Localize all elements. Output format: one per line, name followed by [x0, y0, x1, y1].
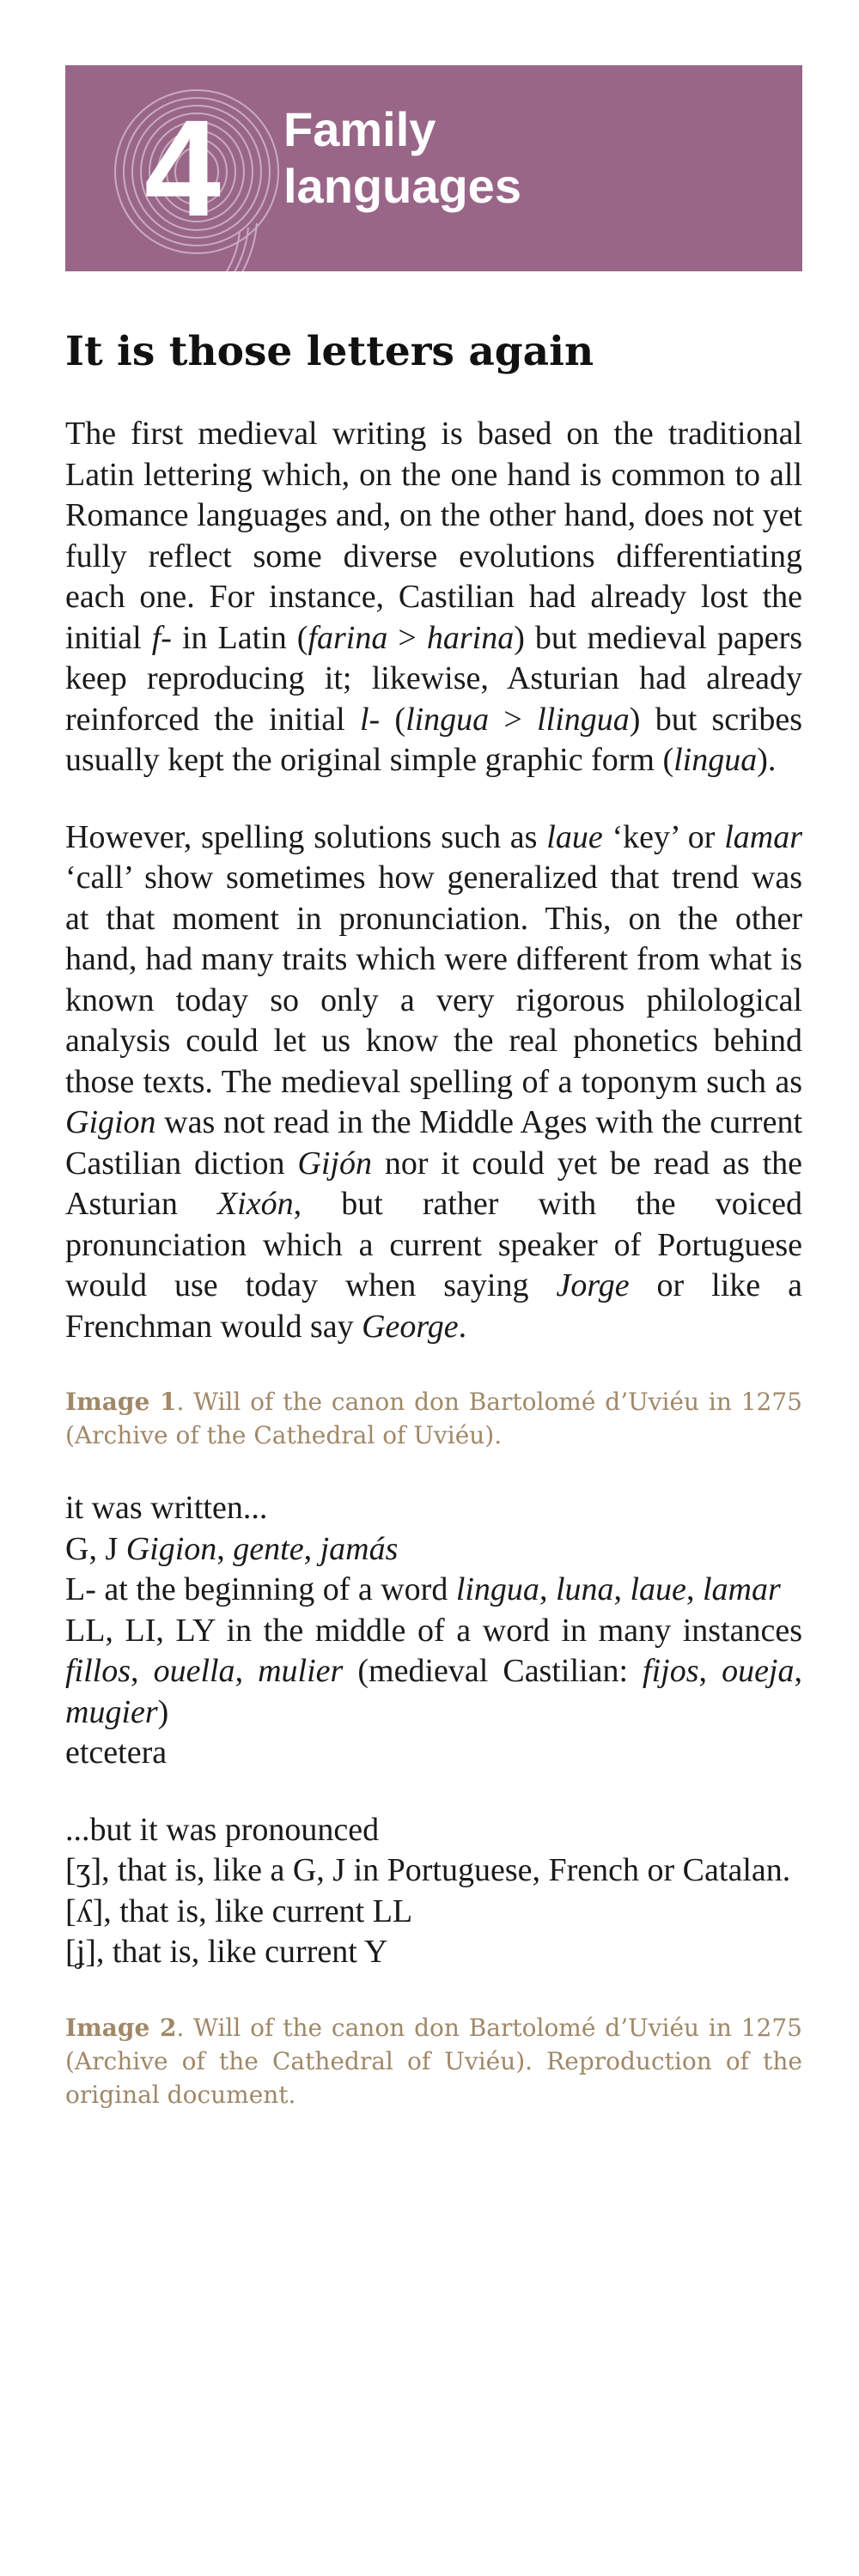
pronunciation-list — [65, 1810, 802, 1973]
text-run: , — [613, 1571, 631, 1607]
italic-term: laue — [630, 1571, 686, 1607]
text-run: , — [698, 1653, 722, 1689]
paragraph-2 — [65, 817, 802, 1348]
text-run: G, J — [65, 1530, 126, 1567]
text-run: The first medieval writing is based on the traditional Latin lettering which, on the one hand is common to all Romance languages and, on the other hand, does not yet fully reflect some diverse evolutions differentiating each one. For instance, Castilian had already lost the initial — [65, 416, 802, 656]
list-item — [65, 1570, 802, 1611]
italic-term: harina — [426, 619, 515, 656]
list-item — [65, 1529, 802, 1571]
list-item: [ʝ], that is, like current Y — [65, 1934, 388, 1970]
text-run: nor it could yet be read as the Asturian — [65, 1145, 802, 1222]
text-run: ( — [380, 701, 406, 738]
caption-text: . Will of the canon don Bartolomé d’Uviéu in 1275 (Archive of the Cathedral of Uviéu). Reproduction of the original document. — [65, 2013, 802, 2109]
text-run: LL, LI, LY in the middle of a word in many instances — [65, 1612, 802, 1649]
text-run: or like a Frenchman would say — [65, 1267, 802, 1345]
caption-label: Image 2 — [65, 2013, 177, 2042]
chapter-title-line-1: Family — [283, 102, 436, 156]
italic-term: Gigion — [125, 1530, 217, 1567]
text-run: However, spelling solutions such as — [65, 818, 547, 855]
chapter-banner — [65, 65, 802, 271]
list-item — [65, 1488, 802, 1529]
italic-term: lingua — [673, 742, 758, 778]
page — [65, 65, 802, 2111]
italic-term: lamar — [724, 818, 802, 855]
italic-term: llingua — [537, 701, 630, 738]
text-run: , — [539, 1571, 556, 1607]
text-run: was not read in the Middle Ages with the current Castilian diction — [65, 1104, 802, 1182]
italic-term: oueja — [722, 1653, 795, 1689]
text-run: , but rather with the voiced pronunciation which a current speaker of Portuguese would use today when saying — [65, 1186, 802, 1303]
section-heading: It is those letters again — [65, 328, 594, 375]
italic-term: laue — [546, 818, 603, 855]
list-item: [ʎ], that is, like current LL — [65, 1893, 413, 1929]
chapter-title-line-2: languages — [283, 159, 521, 213]
list-item: [ʒ], that is, like a G, J in Portuguese, French or Catalan. — [65, 1852, 791, 1888]
italic-term: luna — [555, 1571, 614, 1607]
text-run: ) but scribes usually kept the original simple graphic form ( — [65, 701, 803, 778]
list-item — [65, 1611, 802, 1734]
italic-term: Xixón — [216, 1186, 294, 1222]
italic-term: Gigion — [65, 1104, 156, 1140]
text-run: in Latin ( — [171, 619, 308, 656]
text-run: , — [794, 1653, 802, 1689]
italic-term: l- — [359, 701, 381, 738]
text-run: ) but medieval papers keep reproducing it; likewise, Asturian had already reinforced the initial — [65, 619, 803, 738]
text-run: > — [489, 701, 538, 738]
written-forms-list — [65, 1488, 802, 1774]
text-run: (medieval Castilian: — [343, 1653, 643, 1689]
image-1-caption — [65, 1385, 802, 1452]
text-run: > — [387, 619, 427, 656]
paragraph-1 — [65, 414, 802, 781]
text-run: , — [235, 1653, 259, 1689]
text-run: L- at the beginning of a word — [65, 1571, 456, 1607]
italic-term: lingua — [405, 701, 490, 738]
italic-term: fillos — [65, 1653, 131, 1689]
italic-term: Gijón — [297, 1145, 372, 1182]
caption-text: . Will of the canon don Bartolomé d’Uviéu in 1275 (Archive of the Cathedral of Uviéu). — [65, 1388, 802, 1449]
image-2-caption — [65, 2011, 802, 2111]
italic-term: farina — [308, 619, 388, 656]
italic-term: fijos — [643, 1653, 699, 1689]
text-run: etcetera — [65, 1735, 168, 1771]
text-run: ). — [757, 742, 777, 778]
text-run: , — [216, 1530, 234, 1567]
text-run: . — [458, 1308, 467, 1345]
italic-term: Jorge — [556, 1267, 630, 1303]
text-run: , — [303, 1530, 320, 1567]
list-item — [65, 1733, 802, 1774]
italic-term: mugier — [65, 1693, 158, 1730]
chapter-title — [283, 101, 521, 215]
list-item: ...but it was pronounced — [65, 1811, 380, 1848]
italic-term: George — [362, 1308, 459, 1345]
italic-term: ouella — [153, 1653, 235, 1689]
text-run: it was written... — [65, 1490, 268, 1526]
text-run: ‘call’ show sometimes how generalized that trend was at that moment in pronunciation. This, on the other hand, had many traits which were different from what is known today so only a very rigorous philological analysis could let us know the real phonetics behind those texts. The medieval spelling of a toponym such as — [65, 860, 802, 1100]
italic-term: lingua — [455, 1571, 539, 1607]
italic-term: f- — [151, 619, 172, 656]
italic-term: mulier — [258, 1653, 344, 1689]
chapter-number: 4 — [144, 91, 221, 245]
text-run: ) — [157, 1693, 169, 1730]
italic-term: gente — [233, 1530, 304, 1567]
italic-term: lamar — [702, 1571, 781, 1607]
caption-label: Image 1 — [65, 1388, 177, 1416]
text-run: , — [131, 1653, 154, 1689]
text-run: , — [685, 1571, 703, 1607]
italic-term: jamás — [320, 1530, 399, 1567]
text-run: ‘key’ or — [602, 818, 725, 855]
